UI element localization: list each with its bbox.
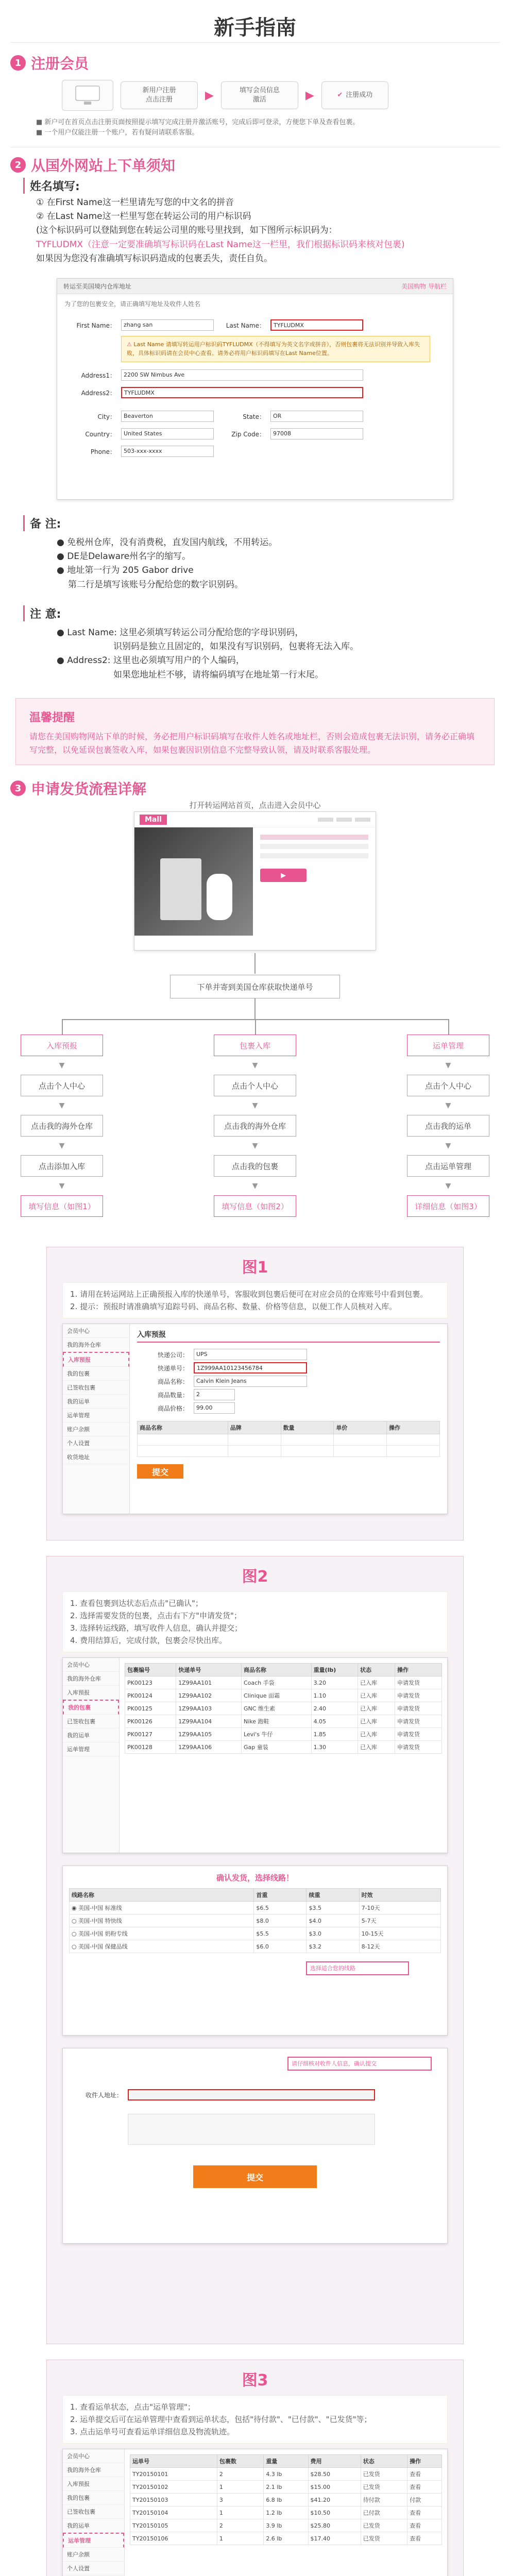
waybill-screenshot: [62, 2449, 448, 2576]
address-callout: 请仔细核对收件人信息，确认提交: [287, 2057, 432, 2071]
waybill-link[interactable]: TY20150106: [130, 2532, 217, 2545]
screenshot-nav: 美国购物 导航栏: [401, 283, 447, 290]
note-item: 识别码是独立且固定的，如果没有写识别码，包裹将无法入库。: [113, 641, 359, 652]
warning-icon: ⚠: [127, 341, 134, 348]
branch-step: 点击我的海外仓库: [21, 1115, 103, 1137]
apply-ship-link[interactable]: 申请发货: [395, 1715, 442, 1728]
branch-step: 点击个人中心: [214, 1075, 296, 1096]
table-row: TY20150103 3 6.8 lb $41.20 待付款 付款: [130, 2494, 442, 2506]
activate-card: 填写会员信息 激活: [221, 81, 298, 109]
price-input[interactable]: 99.00: [194, 1402, 235, 1414]
down-arrow-icon: ▼: [59, 1182, 65, 1190]
nav-item-active[interactable]: 我的包裹: [63, 1700, 119, 1715]
text-placeholder: [260, 835, 368, 840]
figure-3-notes: [62, 2395, 448, 2444]
nav-item[interactable]: 会员中心: [63, 2449, 124, 2463]
step-number-badge: 1: [10, 55, 26, 71]
nav-item[interactable]: 运单管理: [63, 1742, 119, 1756]
note-item: 如果您地址栏不够，请将编码填写在地址第一行末尾。: [113, 669, 324, 680]
form-label: 商品价格：: [157, 1404, 189, 1412]
form-row: [137, 1401, 440, 1415]
address-row: [71, 2086, 439, 2104]
nav-item[interactable]: 收货地址: [63, 1450, 129, 1464]
nav-placeholder: [318, 818, 333, 822]
column-header: 商品名称: [241, 1664, 311, 1676]
step2-heading: [10, 155, 175, 175]
figure-1-screenshot: [62, 1324, 448, 1514]
nav-item[interactable]: 账户余额: [63, 1422, 129, 1436]
item-table: [137, 1421, 440, 1457]
nav-item-active[interactable]: 运单管理: [63, 2533, 124, 2548]
member-side-nav: [63, 1324, 130, 1514]
nav-item[interactable]: 已签收包裹: [63, 1715, 119, 1728]
address-label: 收件人地址：: [85, 2091, 123, 2099]
figure-note: 1. 查看运单状态，点击"运单管理"；: [70, 2402, 195, 2412]
figure-3-title: 图3: [242, 2371, 268, 2389]
table-row: PK00126 1Z99AA104 Nike 跑鞋 4.05 已入库 申请发货: [125, 1715, 442, 1728]
nav-item[interactable]: 我的海外仓库: [63, 1672, 119, 1686]
remark-item: ● 免税州仓库，没有消费税，直发国内航线，不用转运。: [57, 537, 278, 548]
figure-note: 4. 费用结算后，完成付款，包裹会尽快出库。: [70, 1636, 227, 1645]
package-list-screenshot: [62, 1657, 448, 1853]
table-row: TY20150105 2 3.9 lb $25.80 已发货 查看: [130, 2519, 442, 2532]
column-header: 费用: [308, 2455, 361, 2468]
table-row: [138, 1434, 440, 1446]
waybill-main: [125, 2449, 447, 2576]
last-name-field[interactable]: TYFLUDMX: [270, 319, 363, 331]
waybill-link[interactable]: TY20150105: [130, 2519, 217, 2532]
row-action[interactable]: 付款: [407, 2494, 442, 2506]
nav-placeholder: [355, 818, 370, 822]
branch-step: 点击个人中心: [21, 1075, 103, 1096]
nav-item[interactable]: 我的运单: [63, 2519, 124, 2533]
text-placeholder: [260, 844, 368, 849]
form-row: [137, 1375, 440, 1388]
name-row: [64, 316, 446, 334]
waybill-link[interactable]: TY20150104: [130, 2506, 217, 2519]
remark-item: 第二行是填写该账号分配给您的数字识别码。: [68, 579, 243, 590]
row-action[interactable]: 查看: [407, 2468, 442, 2481]
figure-2: [46, 1556, 464, 2344]
success-card: [321, 81, 388, 109]
last-name-label: Last Name：: [226, 321, 265, 329]
column-header: 首重: [254, 1889, 307, 1902]
column-header: 重量: [264, 2455, 308, 2468]
nav-item[interactable]: 已签收包裹: [63, 1381, 129, 1395]
apply-ship-link[interactable]: 申请发货: [395, 1728, 442, 1741]
branch-end: 填写信息（如图1）: [21, 1195, 103, 1217]
figure-1-notes: [62, 1282, 448, 1318]
step2-title: 从国外网站上下单须知: [31, 157, 176, 174]
product-image: [134, 827, 253, 936]
figure-note: 2. 运单提交后可在运单管理中查看到运单状态，包括"待付款"、"已付款"、"已发货"等；: [70, 2415, 372, 2424]
city-field[interactable]: Beaverton: [121, 411, 214, 422]
figure-2-title: 图2: [242, 1568, 268, 1586]
nav-item[interactable]: 我的包裹: [63, 1367, 129, 1381]
nav-item[interactable]: 个人设置: [63, 1436, 129, 1450]
figure-1-main: [130, 1324, 447, 1514]
country-row: [64, 425, 446, 443]
down-arrow-icon: ▼: [445, 1061, 451, 1070]
name-rule: ① 在First Name这一栏里请先写您的中文名的拼音: [36, 197, 234, 208]
shop-banner: [134, 827, 376, 936]
step1-title: 注册会员: [31, 55, 89, 72]
form-label: 快递单号：: [157, 1364, 189, 1372]
figure-note: 1. 查看包裹到达状态后点击"已确认"；: [70, 1599, 203, 1608]
flow-line: [62, 1019, 63, 1035]
text-placeholder: [260, 853, 368, 858]
figure-note: 2. 选择需要发货的包裹，点击右下方"申请发货"；: [70, 1611, 242, 1620]
screenshot-top-bar: [57, 279, 453, 294]
flow-line: [448, 1019, 449, 1035]
address-confirm-screenshot: [62, 2048, 448, 2244]
row-action[interactable]: 查看: [407, 2519, 442, 2532]
figure-note: 3. 选择转运线路，填写收件人信息，确认并提交；: [70, 1623, 243, 1633]
route-row[interactable]: ○ 美国-中国 保健品线 $6.0 $3.2 8-12天: [70, 1940, 441, 1953]
address1-field[interactable]: 2200 SW Nimbus Ave: [121, 369, 363, 381]
table-row: [138, 1446, 440, 1457]
register-icon-card: [62, 80, 113, 111]
branch-top: 运单管理: [407, 1035, 489, 1056]
warning-box: [15, 698, 495, 765]
nav-placeholder: [336, 818, 352, 822]
column-header: 品牌: [228, 1421, 281, 1434]
address-form-screenshot: [57, 278, 453, 500]
member-side-nav: [63, 1658, 120, 1853]
figure-note: 2. 提示：预报时请准确填写追踪号码、商品名称、数量、价格等信息，以便工作人员核对入库。: [70, 1302, 397, 1311]
page-heading: 入库预报: [137, 1329, 440, 1343]
down-arrow-icon: ▼: [252, 1101, 258, 1110]
column-header: 状态: [358, 1664, 395, 1676]
table-row: PK00125 1Z99AA103 GNC 维生素 2.40 已入库 申请发货: [125, 1702, 442, 1715]
page-title: 新手指南: [214, 16, 296, 40]
flow-branch-1: [21, 1035, 103, 1217]
check-icon: ✔: [337, 91, 343, 99]
table-header-row: [125, 1664, 442, 1676]
table-row: TY20150101 2 4.3 lb $28.50 已发货 查看: [130, 2468, 442, 2481]
route-row[interactable]: ○ 美国-中国 特快线 $8.0 $4.0 5-7天: [70, 1914, 441, 1927]
nav-item[interactable]: 我的海外仓库: [63, 1338, 129, 1352]
name-section-label: 姓名填写:: [23, 178, 80, 194]
shop-caption: 打开转运网站首页，点击进入会员中心: [189, 801, 321, 810]
column-header: 包裹数: [217, 2455, 263, 2468]
phone-row: [64, 443, 446, 460]
address2-label: Address2：: [81, 389, 116, 397]
down-arrow-icon: ▼: [445, 1142, 451, 1150]
apply-ship-link[interactable]: 申请发货: [395, 1741, 442, 1754]
column-header: 操作: [395, 1664, 442, 1676]
form-label: 商品数量：: [157, 1391, 189, 1399]
remark-label: 备 注:: [23, 515, 61, 531]
form-label: 快递公司：: [157, 1351, 189, 1359]
register-card[interactable]: 新用户注册 点击注册: [121, 81, 198, 109]
nav-item-active[interactable]: 入库预报: [63, 1352, 129, 1367]
down-arrow-icon: ▼: [59, 1061, 65, 1070]
note-item: ● Address2: 这里也必须填写用户的个人编码，: [57, 655, 245, 666]
table-row: PK00127 1Z99AA105 Levi's 牛仔 1.85 已入库 申请发货: [125, 1728, 442, 1741]
arrow-right-icon: ▶: [205, 89, 214, 102]
table-row: PK00124 1Z99AA102 Clinique 面霜 1.10 已入库 申请发货: [125, 1689, 442, 1702]
step1-note: ■ 新户可在首页点击注册页面按照提示填写完成注册并激活账号，完成后即可登录，方便您下单及查看包裹。: [36, 118, 360, 126]
carrier-select[interactable]: UPS: [194, 1349, 307, 1360]
address-field[interactable]: [128, 2089, 375, 2100]
divider: [10, 42, 500, 43]
phone-label: Phone：: [90, 448, 116, 455]
address1-row: [64, 366, 446, 384]
column-header: 包裹编号: [125, 1664, 176, 1676]
branch-step: 点击添加入库: [21, 1155, 103, 1177]
flow-line: [255, 1019, 256, 1035]
step3-title: 申请发货流程详解: [31, 781, 147, 798]
address2-field[interactable]: TYFLUDMX: [121, 387, 363, 398]
table-header-row: [70, 1889, 441, 1902]
down-arrow-icon: ▼: [59, 1101, 65, 1110]
column-header: 商品名称: [138, 1421, 228, 1434]
member-side-nav: [63, 2449, 125, 2576]
phone-field[interactable]: 503-xxx-xxxx: [121, 446, 214, 457]
form-label: 商品名称：: [157, 1378, 189, 1385]
last-name-error: ⚠ Last Name 请填写转运用户标识码TYFLUDMX（不得填写为英文名字或拼音），否则包裹将无法识别并导致入库失败，具体标识码请在会员中心查看。请务必将用户标识码填写在Last Name位置。: [121, 336, 430, 362]
nav-item[interactable]: 会员中心: [63, 1658, 119, 1672]
column-header: 续重: [307, 1889, 359, 1902]
nav-item[interactable]: 我的海外仓库: [63, 2463, 124, 2477]
product-box-icon: [160, 858, 201, 920]
step-number-badge: 3: [10, 781, 26, 796]
waybill-link[interactable]: TY20150102: [130, 2481, 217, 2494]
notes-list: [57, 626, 479, 682]
apply-ship-link[interactable]: 申请发货: [395, 1676, 442, 1689]
route-row[interactable]: ○ 美国-中国 奶粉专线 $5.5 $3.0 10-15天: [70, 1927, 441, 1940]
flow-branch-3: [407, 1035, 489, 1217]
column-header: 单价: [334, 1421, 387, 1434]
city-label: City：: [97, 413, 116, 420]
figure-2-notes: [62, 1591, 448, 1652]
name-rule: (这个标识码可以登陆到您在转运公司里的账号里找到，如下图所示标识码为：: [36, 225, 337, 236]
column-header: 时效: [359, 1889, 440, 1902]
step1-note: ■ 一个用户仅能注册一个账户，若有疑问请联系客服。: [36, 129, 199, 137]
down-arrow-icon: ▼: [445, 1182, 451, 1190]
zip-label: Zip Code：: [231, 430, 265, 438]
form-row: [137, 1361, 440, 1375]
nav-item[interactable]: 我的包裹: [63, 2491, 124, 2505]
package-list-main: [120, 1658, 447, 1853]
remark-item: ● 地址第一行为 205 Gabor drive: [57, 565, 194, 576]
radio-icon[interactable]: ○: [72, 1930, 79, 1937]
branch-end: 详细信息（如图3）: [407, 1195, 489, 1217]
zip-field[interactable]: 97008: [270, 428, 363, 439]
warning-text: 请您在美国购物网站下单的时候，务必把用户标识码填写在收件人姓名或地址栏，否则会造成包裹无法识别，请务必正确填写完整，以免延误包裹签收入库，如果包裹因识别信息不完整导致认领，请及时联系客服处理。: [29, 732, 475, 755]
branch-step: 点击我的海外仓库: [214, 1115, 296, 1137]
route-callout: 选择适合您的线路: [306, 1961, 409, 1975]
flow-line: [254, 953, 256, 974]
waybill-link[interactable]: TY20150101: [130, 2468, 217, 2481]
arrow-right-icon: ▶: [305, 89, 314, 102]
name-rule: TYFLUDMX（注意一定要准确填写标识码在Last Name这一栏里，我们根据标识码来核对包裹): [36, 239, 405, 250]
row-action[interactable]: 查看: [407, 2481, 442, 2494]
address2-row: [64, 384, 446, 401]
column-header: 操作: [387, 1421, 440, 1434]
remarks-list: [57, 536, 479, 592]
radio-icon[interactable]: ◉: [72, 1905, 79, 1911]
shop-header: [134, 812, 376, 827]
success-label: 注册成功: [346, 91, 373, 99]
register-flow: [62, 77, 453, 113]
flow-line: [254, 998, 256, 1019]
figure-1-title: 图1: [242, 1259, 268, 1277]
figure-3: [46, 2360, 464, 2576]
package-table: [125, 1663, 442, 1754]
flow-branch-2: [214, 1035, 296, 1217]
step1-heading: [10, 53, 89, 73]
nav-item[interactable]: 个人设置: [63, 2562, 124, 2575]
down-arrow-icon: ▼: [59, 1142, 65, 1150]
figure-note: 1. 请用在转运网站上正确预报入库的快递单号，客服收到包裹后便可在对应会员的仓库账号中看到包裹。: [70, 1290, 428, 1299]
name-rule: 如果因为您没有准确填写标识码造成的包裹丢失，责任自负。: [36, 253, 273, 264]
table-row: TY20150102 1 2.1 lb $15.00 已发货 查看: [130, 2481, 442, 2494]
form-row: [137, 1348, 440, 1361]
popup-title: 确认发货，选择线路！: [216, 1873, 294, 1883]
remark-item: ● DE是Delaware州名字的缩写。: [57, 551, 191, 562]
quantity-input[interactable]: 2: [194, 1389, 235, 1400]
nav-item[interactable]: 运单管理: [63, 1409, 129, 1422]
nav-item[interactable]: 账户余额: [63, 2548, 124, 2562]
route-select-screenshot: [62, 1866, 448, 2036]
table-row: PK00128 1Z99AA106 Gap 童装 1.30 已入库 申请发货: [125, 1741, 442, 1754]
column-header: 状态: [361, 2455, 407, 2468]
down-arrow-icon: ▼: [252, 1061, 258, 1070]
country-field[interactable]: United States: [121, 428, 214, 439]
column-header: 运单号: [130, 2455, 217, 2468]
product-name-input[interactable]: Calvin Klein Jeans: [194, 1376, 307, 1387]
first-name-field[interactable]: zhang san: [121, 319, 214, 331]
nav-item[interactable]: 入库预报: [63, 2477, 124, 2491]
branch-top: 入库预报: [21, 1035, 103, 1056]
radio-icon[interactable]: ○: [72, 1918, 79, 1924]
shop-logo: Mall: [140, 815, 167, 825]
address1-label: Address1：: [81, 371, 116, 379]
column-header: 快递单号: [176, 1664, 242, 1676]
branch-top: 包裹入库: [214, 1035, 296, 1056]
table-header-row: [138, 1421, 440, 1434]
shop-side-panel: [253, 827, 376, 936]
computer-icon: [75, 85, 100, 106]
radio-icon[interactable]: ○: [72, 1943, 79, 1950]
table-row: TY20150104 1 1.2 lb $10.50 已付款 查看: [130, 2506, 442, 2519]
nav-item[interactable]: 我的运单: [63, 1395, 129, 1409]
confirm-submit-button[interactable]: 提交: [193, 2165, 317, 2188]
submit-button[interactable]: 提交: [137, 1464, 183, 1479]
route-row[interactable]: ◉ 美国-中国 标准线 $6.5 $3.5 7-10天: [70, 1902, 441, 1914]
warning-title: 温馨提醒: [29, 711, 75, 724]
note-label: 注 意:: [23, 605, 61, 621]
flow-start-node: 下单并寄到美国仓库获取快递单号: [170, 975, 340, 998]
column-header: 重量(lb): [311, 1664, 358, 1676]
down-arrow-icon: ▼: [252, 1182, 258, 1190]
name-rule: ② 在Last Name这一栏里写您在转运公司的用户标识码: [36, 211, 251, 222]
apply-ship-link[interactable]: 申请发货: [395, 1702, 442, 1715]
city-row: [64, 408, 446, 425]
note-item: ● Last Name: 这里必须填写转运公司分配给您的字母识别码，: [57, 628, 304, 638]
figure-1: [46, 1247, 464, 1540]
column-header: 操作: [407, 2455, 442, 2468]
branch-step: 点击我的包裹: [214, 1155, 296, 1177]
tracking-input[interactable]: 1Z999AA10123456784: [194, 1362, 307, 1374]
screenshot-info: 为了您的包裹安全，请正确填写地址及收件人姓名: [64, 300, 201, 308]
state-field[interactable]: OR: [270, 411, 363, 422]
branch-step: 点击个人中心: [407, 1075, 489, 1096]
product-bottle-icon: [207, 874, 232, 920]
route-table: [69, 1888, 441, 1953]
waybill-table: [130, 2454, 442, 2545]
address-detail-box: [128, 2114, 375, 2145]
step3-heading: [10, 778, 146, 799]
nav-item[interactable]: 入库预报: [63, 1686, 119, 1700]
form-row: [137, 1388, 440, 1401]
column-header: 数量: [281, 1421, 334, 1434]
table-row: TY20150106 1 2.6 lb $17.40 已发货 查看: [130, 2532, 442, 2545]
first-name-label: First Name：: [76, 321, 116, 329]
shop-screenshot: [134, 811, 376, 951]
step-number-badge: 2: [10, 157, 26, 173]
shop-nav: [318, 818, 370, 822]
apply-ship-link[interactable]: 申请发货: [395, 1689, 442, 1702]
step1-notes: [36, 117, 479, 138]
nav-item[interactable]: 会员中心: [63, 1324, 129, 1338]
nav-item[interactable]: 我的运单: [63, 1728, 119, 1742]
screenshot-title: 转运至美国境内仓库地址: [63, 283, 132, 290]
branch-step: 点击我的运单: [407, 1115, 489, 1137]
name-rules: [36, 196, 489, 266]
table-row: PK00123 1Z99AA101 Coach 手袋 3.20 已入库 申请发货: [125, 1676, 442, 1689]
row-action[interactable]: 查看: [407, 2532, 442, 2545]
nav-item[interactable]: 已签收包裹: [63, 2505, 124, 2519]
down-arrow-icon: ▼: [445, 1101, 451, 1110]
branch-end: 填写信息（如图2）: [214, 1195, 296, 1217]
column-header: 线路名称: [70, 1889, 254, 1902]
table-header-row: [130, 2455, 442, 2468]
waybill-link[interactable]: TY20150103: [130, 2494, 217, 2506]
member-center-button[interactable]: ▶: [260, 869, 307, 882]
branch-step: 点击运单管理: [407, 1155, 489, 1177]
down-arrow-icon: ▼: [252, 1142, 258, 1150]
state-label: State：: [243, 413, 265, 420]
row-action[interactable]: 查看: [407, 2506, 442, 2519]
figure-note: 3. 点击运单号可查看运单详细信息及物流轨迹。: [70, 2427, 235, 2436]
country-label: Country：: [85, 430, 116, 438]
